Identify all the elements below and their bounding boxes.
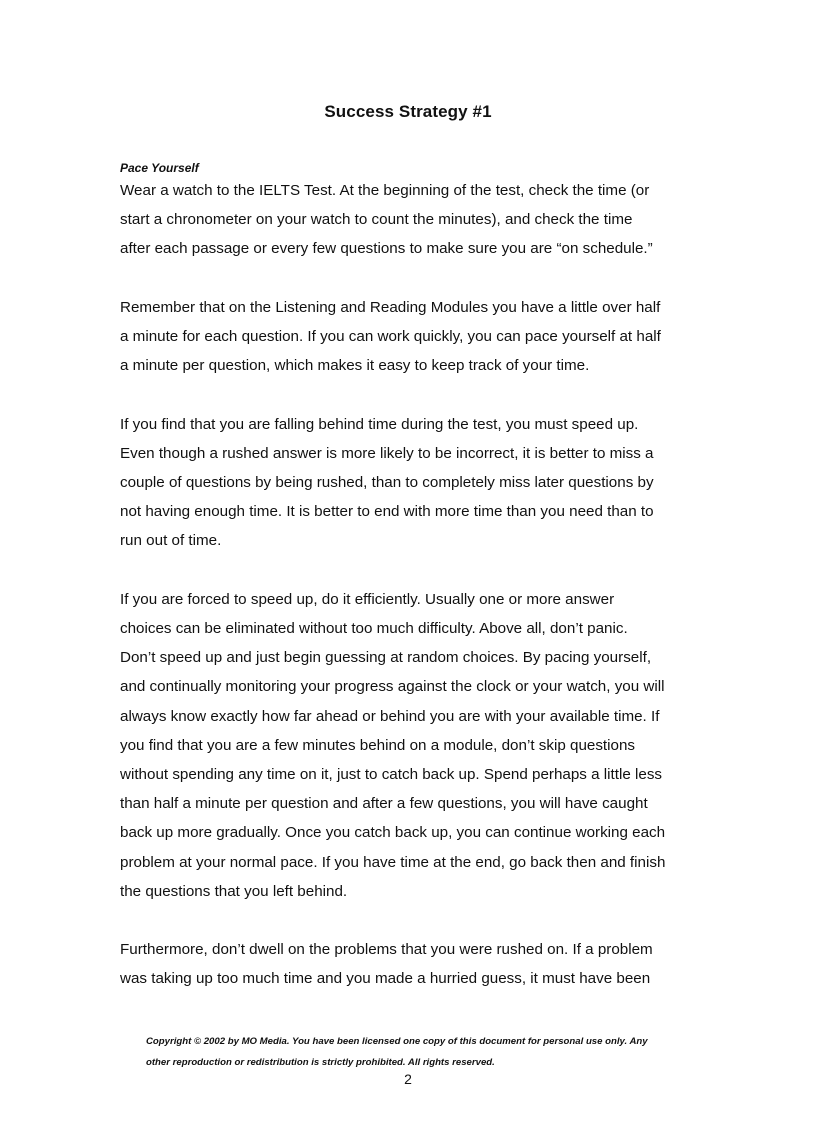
text-line: Wear a watch to the IELTS Test. At the beginning of the test, check the time (or	[120, 182, 650, 199]
text-line: Furthermore, don’t dwell on the problems that you were rushed on. If a problem	[120, 941, 653, 959]
text-line: after each passage or every few questions to make sure you are “on schedule.”	[120, 240, 653, 258]
text-line: If you find that you are falling behind time during the test, you must speed up.	[120, 415, 639, 433]
text-line: If you are forced to speed up, do it efficiently. Usually one or more answer	[120, 590, 615, 608]
paragraph	[120, 410, 720, 556]
page-number: 2	[404, 1071, 412, 1087]
text-line: you find that you are a few minutes behind on a module, don’t skip questions	[120, 736, 636, 754]
text-line: a minute for each question. If you can work quickly, you can pace yourself at half	[120, 328, 661, 345]
text-line: always know exactly how far ahead or behind you are with your available time. If	[120, 707, 660, 725]
section-subheading: Pace Yourself	[120, 161, 199, 175]
text-line: choices can be eliminated without too much difficulty. Above all, don’t panic.	[120, 620, 628, 637]
text-line: start a chronometer on your watch to count the minutes), and check the time	[120, 211, 633, 229]
text-line: a minute per question, which makes it easy to keep track of your time.	[120, 357, 590, 375]
text-line: and continually monitoring your progress against the clock or your watch, you will	[120, 678, 665, 696]
paragraph	[120, 935, 720, 993]
text-line: Don’t speed up and just begin guessing at random choices. By pacing yourself,	[120, 649, 652, 667]
footer-line: Copyright © 2002 by MO Media. You have been licensed one copy of this document for personal use only. Any	[146, 1036, 648, 1047]
text-line: Even though a rushed answer is more likely to be incorrect, it is better to miss a	[120, 444, 654, 462]
text-line: the questions that you left behind.	[120, 882, 348, 900]
page-title: Success Strategy #1	[324, 102, 492, 121]
paragraph	[120, 293, 720, 381]
text-line: was taking up too much time and you made a hurried guess, it must have been	[120, 970, 651, 988]
text-line: back up more gradually. Once you catch back up, you can continue working each	[120, 824, 666, 842]
text-line: Remember that on the Listening and Reading Modules you have a little over half	[120, 298, 661, 316]
document-body	[120, 160, 720, 1023]
paragraph	[120, 176, 720, 264]
copyright-footer	[146, 1031, 736, 1073]
text-line: run out of time.	[120, 532, 222, 550]
text-line: problem at your normal pace. If you have time at the end, go back then and finish	[120, 853, 666, 871]
paragraph	[120, 585, 720, 906]
text-line: not having enough time. It is better to end with more time than you need than to	[120, 503, 654, 521]
footer-line: other reproduction or redistribution is strictly prohibited. All rights reserved.	[146, 1057, 495, 1068]
text-line: than half a minute per question and after a few questions, you will have caught	[120, 795, 648, 813]
text-line: couple of questions by being rushed, than to completely miss later questions by	[120, 474, 654, 491]
text-line: without spending any time on it, just to catch back up. Spend perhaps a little less	[120, 766, 663, 784]
